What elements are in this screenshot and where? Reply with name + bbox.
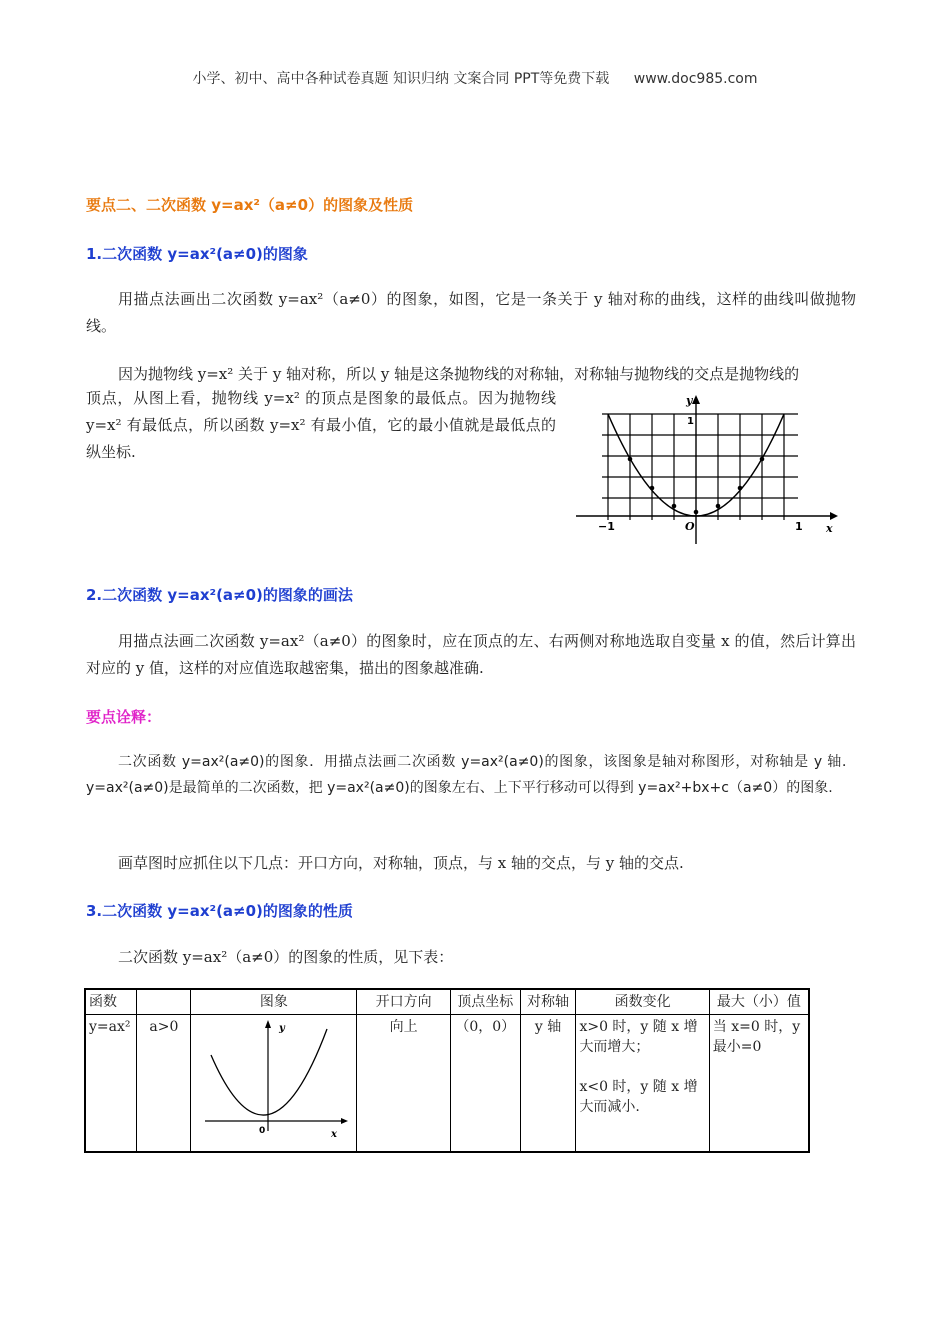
tick-label-neg1: −1: [598, 520, 615, 533]
y-tick-label-1: 1: [687, 416, 694, 427]
table-row: [85, 1015, 809, 1153]
table-parabola-graph: [191, 1015, 355, 1145]
header-cell: 最大（小）值: [709, 989, 809, 1015]
origin-label: O: [685, 520, 695, 533]
header-cell: 开口方向: [357, 989, 451, 1015]
grid: [602, 414, 798, 520]
graph-y-arrow-icon: [265, 1020, 271, 1028]
cell-axis: y 轴: [520, 1015, 576, 1153]
header-cell: [137, 989, 191, 1015]
table-header-row: [85, 989, 809, 1015]
section-title: 要点二、二次函数 y=ax²（a≠0）的图象及性质: [86, 196, 414, 214]
cell-graph: [191, 1015, 357, 1153]
cell-vertex: （0，0）: [450, 1015, 520, 1153]
sub1-paragraph-1: 用描点法画出二次函数 y=ax²（a≠0）的图象，如图，它是一条关于 y 轴对称的曲线，这样的曲线叫做抛物线。: [86, 290, 856, 335]
plot-point: [694, 510, 699, 515]
sub1-paragraph-2-line1: 因为抛物线 y=x² 关于 y 轴对称，所以 y 轴是这条抛物线的对称轴，对称轴与抛物线的交点是抛物线的: [118, 365, 800, 383]
y-axis-label: y: [686, 394, 693, 407]
plot-point: [738, 486, 743, 491]
header-cell: 顶点坐标: [450, 989, 520, 1015]
header-text: 小学、初中、高中各种试卷真题 知识归纳 文案合同 PPT等免费下载: [192, 71, 610, 87]
plot-point: [650, 486, 655, 491]
keypoint-paragraph-2: 画草图时应抓住以下几点：开口方向，对称轴，顶点，与 x 轴的交点，与 y 轴的交点.: [118, 854, 684, 872]
header-cell: 对称轴: [520, 989, 576, 1015]
cell-change: [576, 1015, 709, 1153]
graph-y-label: y: [279, 1023, 286, 1034]
properties-table: [84, 988, 810, 1153]
graph-parabola-curve: [211, 1029, 327, 1115]
subsection-2-title: 2.二次函数 y=ax²(a≠0)的图象的画法: [86, 586, 353, 604]
cell-function: y=ax²: [85, 1015, 137, 1153]
plot-point: [760, 457, 765, 462]
y-axis-arrow-icon: [692, 395, 700, 404]
change-increase: x>0 时，y 随 x 增大而增大；: [579, 1019, 698, 1055]
graph-x-arrow-icon: [341, 1118, 348, 1124]
header-cell: 图象: [191, 989, 357, 1015]
x-axis-label: x: [826, 522, 833, 535]
plot-point: [716, 504, 721, 509]
cell-opening: 向上: [357, 1015, 451, 1153]
keypoint-paragraph-1: 二次函数 y=ax²(a≠0)的图象．用描点法画二次函数 y=ax²(a≠0)的图象，该图象是轴对称图形，对称轴是 y 轴．y=ax²(a≠0)是最简单的二次函数，把 y=ax²(a≠0)的图象左右、上下平行移动可以得到 y=ax²+bx+c（a≠0）的图象.: [86, 754, 856, 796]
header-site: www.doc985.com: [633, 71, 758, 87]
sub1-paragraph-2-rest: 顶点，从图上看，抛物线 y=x² 的顶点是图象的最低点。因为抛物线 y=x² 有最低点，所以函数 y=x² 有最小值，它的最小值就是最低点的纵坐标.: [86, 389, 556, 461]
cell-condition: a>0: [137, 1015, 191, 1153]
sub3-intro: 二次函数 y=ax²（a≠0）的图象的性质，见下表：: [118, 948, 454, 966]
subsection-3-title: 3.二次函数 y=ax²(a≠0)的图象的性质: [86, 902, 353, 920]
tick-label-1: 1: [795, 520, 803, 533]
sub2-paragraph: 用描点法画二次函数 y=ax²（a≠0）的图象时，应在顶点的左、右两侧对称地选取自变量 x 的值，然后计算出对应的 y 值，这样的对应值选取越密集，描出的图象越准确.: [86, 632, 856, 677]
x-axis-arrow-icon: [830, 512, 838, 520]
change-decrease: x<0 时，y 随 x 增大而减小.: [579, 1079, 698, 1115]
graph-origin-label: 0: [259, 1126, 266, 1136]
subsection-1-title: 1.二次函数 y=ax²(a≠0)的图象: [86, 245, 308, 263]
plot-point: [628, 457, 633, 462]
plot-point: [672, 504, 677, 509]
header-cell: 函数: [85, 989, 137, 1015]
keypoint-title: 要点诠释：: [86, 708, 162, 726]
cell-extreme: 当 x=0 时，y 最小=0: [709, 1015, 809, 1153]
graph-x-label: x: [331, 1129, 338, 1140]
page-header: [0, 68, 950, 88]
header-cell: 函数变化: [576, 989, 709, 1015]
parabola-figure: [572, 392, 840, 550]
